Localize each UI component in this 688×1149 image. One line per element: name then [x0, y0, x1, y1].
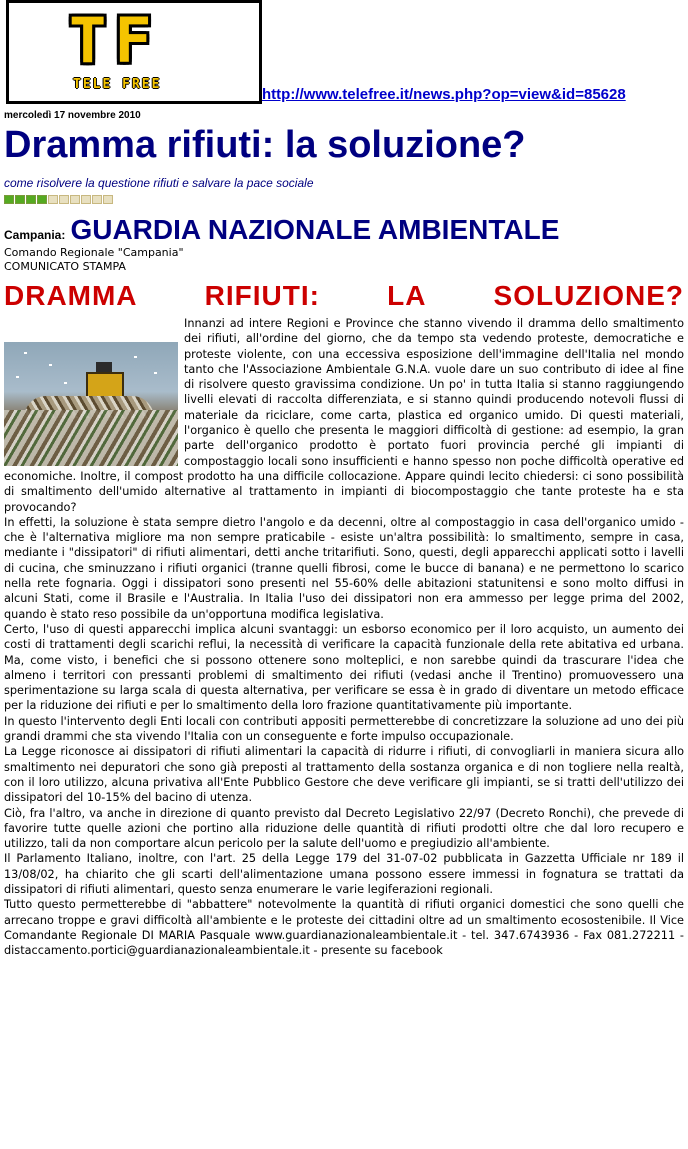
paragraph: In questo l'intervento degli Enti locali con contributi appositi permetterebbe di concretizzare la soluzione ad uno dei più grandi drammi che sta vivendo l'Italia con un conseguente e forte impulso occupazionale. — [4, 714, 684, 744]
headline-word: RIFIUTI: — [204, 280, 320, 311]
rating-square-filled — [15, 195, 25, 204]
paragraph: Il Parlamento Italiano, inoltre, con l'art. 25 della Legge 179 del 31-07-02 pubblicata in Gazzetta Ufficiale nr 189 il 13/08/02, ha chiarito che gli scarti dell'alimentazione umana possono essere immessi in fognatura se trattati da dissipatori di rifiuti alimentari, questo senza enumerare le varie legiferazioni regionali. — [4, 852, 684, 896]
article-headline — [4, 280, 684, 312]
rating-square-empty — [81, 195, 91, 204]
telefree-logo[interactable] — [6, 0, 262, 104]
rating-square-empty — [92, 195, 102, 204]
paragraph: Certo, l'uso di questi apparecchi implica alcuni svantaggi: un esborso economico per il loro acquisto, un aumento dei costi di trattamenti degli scarichi reflui, la necessità di verificare la capacità funzionale della rete abitativa ed urbana. Ma, come visto, i benefici che si possono ottenere sono molteplici, e non sarebbe quindi da trascurare l'idea che almeno i territori con pressanti problemi di smaltimento dei rifiuti (vedasi anche il Trentino) promuovessero una sperimentazione su larga scala di questa alternativa, per verificare se essa è in grado di diventare un metodo efficace per la riduzione dei rifiuti e per lo smaltimento della loro frazione quantitativamente più importante. — [4, 622, 684, 713]
press-release-label: COMUNICATO STAMPA — [4, 260, 126, 273]
page-title: Dramma rifiuti: la soluzione? — [4, 124, 526, 166]
rating-square-filled — [37, 195, 47, 204]
landfill-photo — [4, 342, 178, 466]
article-url-link[interactable]: http://www.telefree.it/news.php?op=view&id=85628 — [262, 86, 626, 103]
headline-word: SOLUZIONE? — [493, 280, 684, 311]
logo-subtext: TELE FREE — [73, 77, 162, 92]
headline-word: LA — [387, 280, 427, 311]
article-date: mercoledì 17 novembre 2010 — [4, 110, 141, 121]
header — [4, 0, 684, 104]
logo-letter-f: F — [114, 4, 152, 77]
rating-square-empty — [59, 195, 69, 204]
logo-letters — [69, 4, 199, 77]
rating-square-empty — [48, 195, 58, 204]
rating-square-empty — [103, 195, 113, 204]
rating-bar — [4, 195, 113, 204]
org-name: GUARDIA NAZIONALE AMBIENTALE — [70, 214, 560, 245]
paragraph-text: Innanzi ad intere Regioni e Province che stanno vivendo il dramma dello smaltimento dei rifiuti, all'ordine del giorno, che da tempo sta vedendo proteste, democratiche e proteste violente, con una eccessiva esposizione dell'immagine dell'Italia nel mondo tanto che l'Associazione Ambientale G.N.A. vuole dare un suo contributo di idee al fine di risolvere questo gravissima condizione. Un po' in tutta Italia si stanno raggiungendo livelli elevati di raccolta differenziata, e si stanno quindi producendo notevoli flussi di materiale da riciclare, come carta, plastica ed organico umido. Di questi materiali, l'organico è quello che presenta le maggiori difficoltà di gestione: ad esempio, la gran parte dell'organico prodotto è portato fuori provincia perché gli impianti di compostaggio locali sono insufficienti e hanno spesso non poche difficoltà operative ed economiche. Inoltre, il compost prodotto ha una difficile collocazione. Appare quindi lecito chiedersi: ci sono possibilità di smaltimento dell'umido alternative al trattamento in impianti di biocompostaggio che tante proteste ha e sta provocando? — [4, 317, 684, 514]
rating-square-filled — [26, 195, 36, 204]
headline-word: DRAMMA — [4, 280, 138, 311]
article-subtitle: come risolvere la questione rifiuti e salvare la pace sociale — [4, 176, 314, 190]
paragraph: Tutto questo permetterebbe di "abbattere" notevolmente la quantità di rifiuti organici domestici che sono quelli che arrecano troppe e gravi difficoltà all'ambiente e le proteste dei cittadini oltre ad un smaltimento ecosostenibile. Il Vice Comandante Regionale DI MARIA Pasquale www.guardianazionaleambientale.it - tel. 347.6743936 - Fax 081.272211 - distaccamento.portici@guardianazionaleambientale.it - presente su facebook — [4, 898, 684, 958]
rating-square-filled — [4, 195, 14, 204]
paragraph — [4, 316, 684, 515]
paragraph: La Legge riconosce ai dissipatori di rifiuti alimentari la capacità di ridurre i rifiuti, di convogliarli in maniera sicura allo smaltimento nei depuratori che sono già preposti al trattamento della sostanza organica e di non togliere nella realtà, con il loro utilizzo, alcuna privativa all'Ente Pubblico Gestore che deve verificare gli impianti, se si tratti dell'utilizzo dei dissipatori del 10-15% del bacino di utenza. — [4, 745, 684, 805]
rating-square-empty — [70, 195, 80, 204]
region-label: Campania: — [4, 228, 66, 242]
article-body — [4, 316, 684, 958]
org-line — [4, 214, 559, 246]
org-command: Comando Regionale "Campania" — [4, 246, 184, 259]
logo-letter-t: T — [69, 4, 107, 77]
paragraph: In effetti, la soluzione è stata sempre dietro l'angolo e da decenni, oltre al compostaggio in casa dell'organico umido - che è l'alternativa migliore ma non sempre praticabile - esiste un'altra possibilità: lo smaltimento, sempre in casa, mediante i "dissipatori" di rifiuti alimentari, detti anche tritarifiuti. Sono, questi, degli apparecchi applicati sotto i lavelli di cucina, che sminuzzano i rifiuti organici (tranne quelli fibrosi, come le bucce di banana) e ne permettono lo scarico nella rete fognaria. Oggi i dissipatori sono presenti nel 55-60% delle abitazioni statunitensi e sono molto diffusi in alcuni Stati, come il Brasile e l'Australia. In Italia l'uso dei dissipatori non era ammesso per legge prima del 2002, quando è stato reso possibile da un'opportuna modifica legislativa. — [4, 515, 684, 621]
paragraph: Ciò, fra l'altro, va anche in direzione di quanto previsto dal Decreto Legislativo 22/97 (Decreto Ronchi), che prevede di favorire tutte quelle azioni che portino alla riduzione delle quantità di rifiuti prodotti oltre che dal loro recupero e utilizzo, tali da non comportare alcun pericolo per la salute dell'uomo e pregiudizio all'ambiente. — [4, 806, 684, 851]
